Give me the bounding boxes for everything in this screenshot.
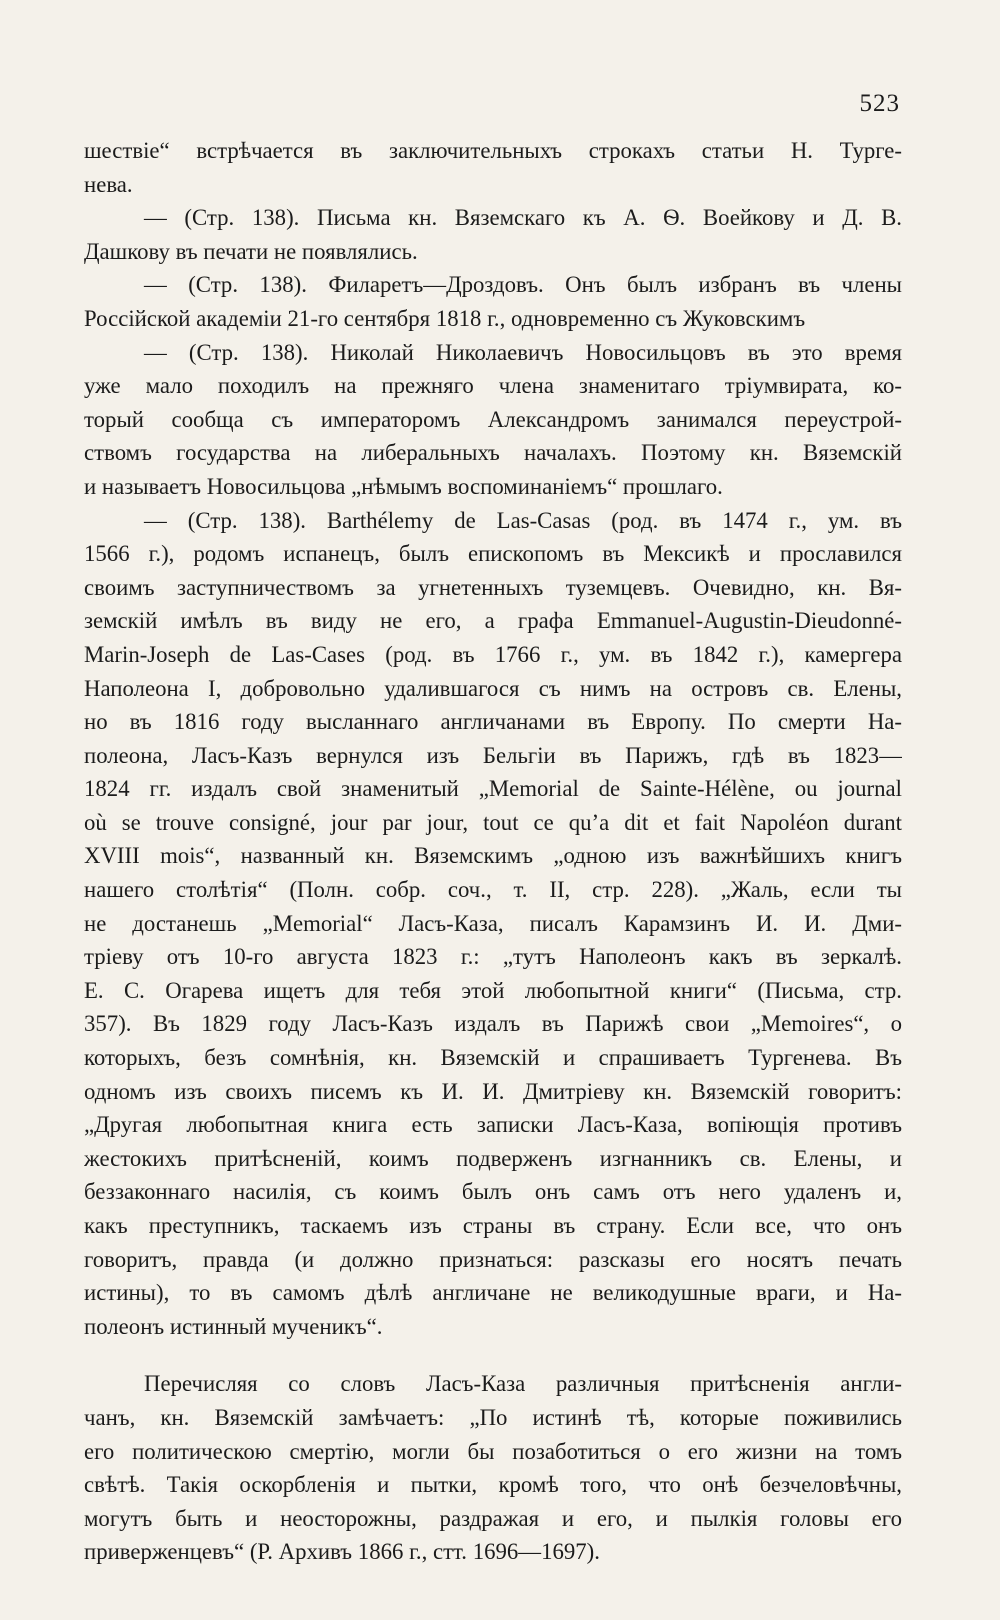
text-line: полеонъ истинный мученикъ“. [84, 1313, 383, 1339]
text-line: Дашкову въ печати не появлялись. [84, 238, 418, 264]
text-line: — (Стр. 138). Barthélemy de Las-Casas (род. въ 1474 г., ум. въ [144, 507, 902, 533]
page-number: 523 [859, 90, 900, 117]
text-line: говоритъ, правда (и должно признаться: разсказы его носятъ печать [84, 1246, 902, 1272]
text-line: чанъ, кн. Вяземскій замѣчаетъ: „По истинѣ тѣ, которые поживились [84, 1404, 902, 1430]
text-line: Наполеона I, добровольно удалившагося съ нимъ на островъ св. Елены, [84, 675, 902, 701]
text-line: полеона, Ласъ-Казъ вернулся изъ Бельгіи въ Парижъ, гдѣ въ 1823— [84, 742, 902, 768]
text-line: — (Стр. 138). Николай Николаевичъ Новосильцовъ въ это время [144, 339, 902, 365]
text-line: могутъ быть и неосторожны, раздражая и его, и пылкія головы его [84, 1505, 902, 1531]
text-line: торый сообща съ императоромъ Александромъ занимался переустрой- [84, 406, 902, 432]
text-line: 357). Въ 1829 году Ласъ-Казъ издалъ въ Парижѣ свои „Memoires“, о [84, 1011, 902, 1037]
text-line: беззаконнаго насилія, съ коимъ былъ онъ самъ отъ него удаленъ и, [84, 1179, 902, 1205]
text-line: тріеву отъ 10-го августа 1823 г.: „тутъ Наполеонъ какъ въ зеркалѣ. [84, 944, 902, 970]
text-line: одномъ изъ своихъ писемъ къ И. И. Дмитріеву кн. Вяземскій говоритъ: [84, 1078, 902, 1104]
text-line: — (Стр. 138). Письма кн. Вяземскаго къ А. Ѳ. Воейкову и Д. В. [144, 205, 902, 231]
text-line: своимъ заступничествомъ за угнетенныхъ туземцевъ. Очевидно, кн. Вя- [84, 574, 902, 600]
text-line: земскій имѣлъ въ виду не его, а графа Emmanuel-Augustin-Dieudonné- [84, 608, 902, 634]
text-line: свѣтѣ. Такія оскорбленія и пытки, кромѣ того, что онѣ безчеловѣчны, [84, 1472, 902, 1498]
text-line: его политическою смертію, могли бы позаботиться о его жизни на томъ [84, 1438, 902, 1464]
text-line: и называетъ Новосильцова „нѣмымъ воспоминаніемъ“ прошлаго. [84, 473, 723, 499]
text-line: шествіе“ встрѣчается въ заключительныхъ строкахъ статьи Н. Турге- [84, 138, 902, 163]
body-text [84, 134, 902, 1569]
text-line: не достанешь „Memorial“ Ласъ-Каза, писалъ Карамзинъ И. И. Дми- [84, 910, 902, 936]
text-line: нашего столѣтія“ (Полн. собр. соч., т. II, стр. 228). „Жаль, если ты [84, 877, 902, 903]
text-line: нева. [84, 171, 133, 197]
text-line: истины), то въ самомъ дѣлѣ англичане не великодушные враги, и На- [84, 1280, 902, 1306]
text-line: жестокихъ притѣсненій, коимъ подверженъ изгнанникъ св. Елены, и [84, 1145, 902, 1171]
text-line: „Другая любопытная книга есть записки Ласъ-Каза, вопіющія противъ [84, 1112, 902, 1138]
text-line: 1566 г.), родомъ испанецъ, былъ епископомъ въ Мексикѣ и прославился [84, 541, 902, 567]
text-line: XVIII mois“, названный кн. Вяземскимъ „одною изъ важнѣйшихъ книгъ [84, 843, 902, 869]
text-line: Россійской академіи 21-го сентября 1818 г., одновременно съ Жуковскимъ [84, 305, 806, 331]
text-line: 1824 гг. издалъ свой знаменитый „Memorial de Sainte-Hélène, ou journal [84, 776, 902, 802]
text-line: которыхъ, безъ сомнѣнія, кн. Вяземскій и спрашиваетъ Тургенева. Въ [84, 1045, 902, 1071]
text-line: Е. С. Огарева ищетъ для тебя этой любопытной книги“ (Письма, стр. [84, 977, 902, 1003]
text-line: Перечисляя со словъ Ласъ-Каза различныя притѣсненія англи- [144, 1371, 902, 1397]
text-line: où se trouve consigné, jour par jour, tout ce qu’a dit et fait Napoléon durant [84, 809, 902, 835]
text-line: — (Стр. 138). Филаретъ—Дроздовъ. Онъ былъ избранъ въ члены [144, 272, 902, 298]
paragraph-gap [84, 1343, 902, 1367]
text-line: какъ преступникъ, таскаемъ изъ страны въ страну. Если все, что онъ [84, 1213, 902, 1238]
text-line: ствомъ государства на либеральныхъ началахъ. Поэтому кн. Вяземскій [84, 440, 902, 466]
text-line: уже мало походилъ на прежняго члена знаменитаго тріумвирата, ко- [84, 373, 902, 399]
text-line: Marin-Joseph de Las-Cases (род. въ 1766 г., ум. въ 1842 г.), камергера [84, 641, 902, 667]
text-line: приверженцевъ“ (Р. Архивъ 1866 г., стт. 1696—1697). [84, 1539, 600, 1565]
text-line: но въ 1816 году высланнаго англичанами въ Европу. По смерти На- [84, 709, 902, 735]
